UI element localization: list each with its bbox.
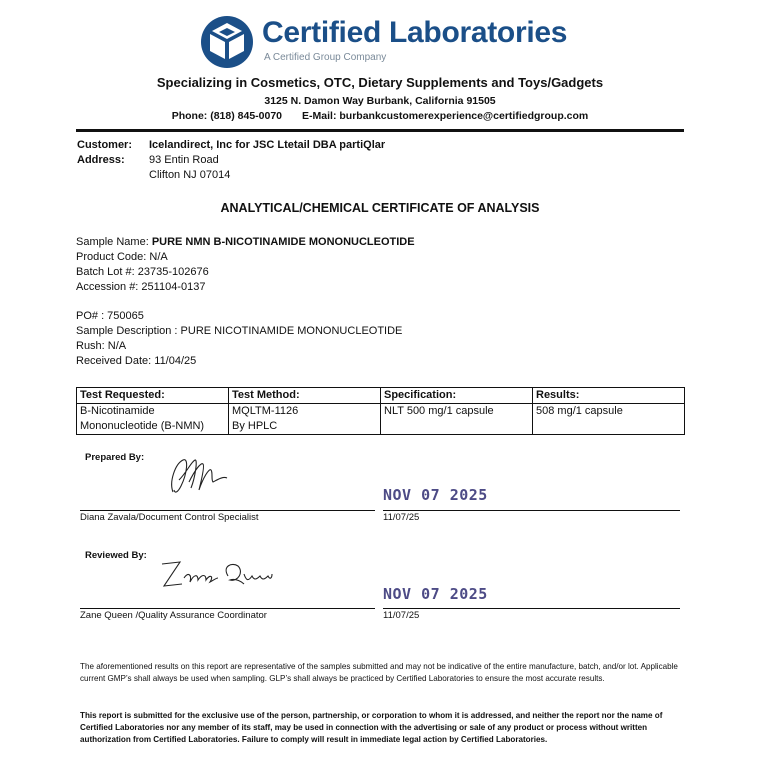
company-logo	[200, 15, 254, 69]
po-number: PO# : 750065	[76, 310, 144, 322]
phone: Phone: (818) 845-0070	[171, 110, 283, 122]
rush: Rush: N/A	[76, 340, 127, 352]
results-table	[76, 387, 685, 435]
method-line2: By HPLC	[232, 420, 278, 432]
prepared-by-name: Diana Zavala/Document Control Specialist	[80, 512, 259, 523]
reviewed-by-name: Zane Queen /Quality Assurance Coordinator	[80, 610, 267, 621]
contact-line	[0, 110, 760, 122]
prepared-date-stamp: NOV 07 2025	[383, 486, 488, 504]
sample-name-value: PURE NMN B-NICOTINAMIDE MONONUCLEOTIDE	[151, 236, 415, 248]
reviewed-signature	[158, 556, 274, 592]
product-code: Product Code: N/A	[76, 251, 168, 263]
brand-subtitle: A Certified Group Company	[264, 52, 387, 63]
prepared-date-line	[383, 510, 680, 511]
reviewed-date-line	[383, 608, 680, 609]
disclaimer-text: The aforementioned results on this report are representative of the samples submitted and may not be indicative of the entire manufacture, batch, and/or lot. Applicable current GMP’s shall always be used when sampling. GLP’s shall always be practiced by Certified Laboratories to ensure the most accurate results.	[80, 662, 678, 683]
sample-name-label: Sample Name:	[76, 236, 152, 248]
sample-description: Sample Description : PURE NICOTINAMIDE MONONUCLEOTIDE	[76, 325, 403, 337]
table-row	[77, 404, 685, 435]
reviewed-by-label: Reviewed By:	[85, 550, 147, 561]
prepared-signature	[165, 452, 235, 498]
header-specification: Specification:	[381, 388, 533, 404]
batch-lot: Batch Lot #: 23735-102676	[76, 266, 209, 278]
received-date: Received Date: 11/04/25	[76, 355, 197, 367]
email: E-Mail: burbankcustomerexperience@certifiedgroup.com	[302, 110, 589, 122]
address-label: Address:	[77, 154, 125, 166]
exclusive-use-notice: This report is submitted for the exclusive use of the person, partnership, or corporation to whom it is addressed, and neither the report nor the name of Certified Laboratories nor any member of its staff, may be used in connection with the advertising or sale of any product or process without written authorization from Certified Laboratories. Failure to comply will result in immediate legal action by Certified Laboratories.	[80, 711, 663, 744]
test-line1: B-Nicotinamide	[80, 405, 155, 417]
prepared-signature-line	[80, 510, 375, 511]
brand-name: Certified Laboratories	[262, 16, 568, 49]
customer-name: Icelandirect, Inc for JSC Ltetail DBA partiQlar	[149, 139, 386, 151]
cell-test-method	[229, 404, 381, 435]
header-divider	[76, 129, 684, 132]
customer-address-line1: 93 Entin Road	[149, 154, 219, 166]
customer-label: Customer:	[77, 139, 133, 151]
tagline: Specializing in Cosmetics, OTC, Dietary Supplements and Toys/Gadgets	[156, 75, 604, 90]
accession-number: Accession #: 251104-0137	[76, 281, 206, 293]
test-line2: Mononucleotide (B-NMN)	[80, 420, 205, 432]
cell-specification: NLT 500 mg/1 capsule	[381, 404, 533, 435]
lab-address: 3125 N. Damon Way Burbank, California 91505	[264, 95, 496, 107]
reviewed-signature-line	[80, 608, 375, 609]
sample-name	[76, 236, 415, 248]
method-line1: MQLTM-1126	[232, 405, 299, 417]
header-test-requested: Test Requested:	[77, 388, 229, 404]
cell-result: 508 mg/1 capsule	[533, 404, 685, 435]
prepared-by-label: Prepared By:	[85, 452, 145, 463]
reviewed-date-stamp: NOV 07 2025	[383, 585, 488, 603]
document-title: ANALYTICAL/CHEMICAL CERTIFICATE OF ANALYSIS	[220, 201, 540, 215]
reviewed-date: 11/07/25	[383, 610, 420, 621]
cell-test-requested	[77, 404, 229, 435]
header-results: Results:	[533, 388, 685, 404]
prepared-date: 11/07/25	[383, 512, 420, 523]
table-header-row	[77, 388, 685, 404]
customer-address-line2: Clifton NJ 07014	[149, 169, 231, 181]
header-test-method: Test Method:	[229, 388, 381, 404]
